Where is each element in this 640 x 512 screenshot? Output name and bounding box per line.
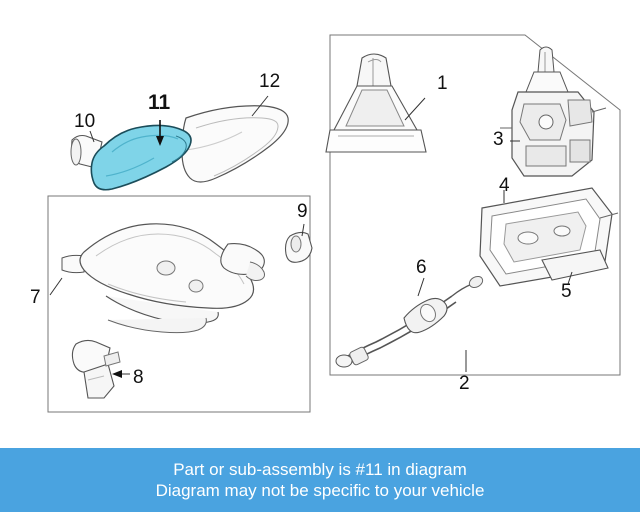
callout-9: 9: [297, 201, 308, 222]
callout-6: 6: [416, 257, 427, 278]
callout-2: 2: [459, 373, 470, 394]
callout-3: 3: [493, 129, 504, 150]
part-9-bushing-grommet: [286, 224, 313, 262]
part-6-shift-cable: [336, 274, 485, 367]
banner-line-1: Part or sub-assembly is #11 in diagram: [173, 459, 467, 479]
callout-5: 5: [561, 281, 572, 302]
callout-11: 11: [148, 91, 171, 114]
part-7-parking-brake-lever: [50, 224, 265, 333]
callout-7: 7: [30, 287, 41, 308]
callout-1: 1: [437, 73, 448, 94]
banner-line-2: Diagram may not be specific to your vehicle: [155, 481, 485, 500]
info-banner: [0, 448, 640, 512]
callout-10: 10: [74, 111, 96, 132]
part-3-shifter-mechanism: [500, 47, 606, 176]
part-12-handle-cover: [182, 96, 288, 182]
part-1-shift-knob-boot: [326, 54, 426, 152]
callout-12: 12: [259, 71, 281, 92]
callout-4: 4: [499, 175, 510, 196]
callout-8: 8: [133, 367, 144, 388]
part-8-brake-switch: [72, 340, 130, 398]
part-11-highlighted-handle-grip: [91, 120, 191, 190]
